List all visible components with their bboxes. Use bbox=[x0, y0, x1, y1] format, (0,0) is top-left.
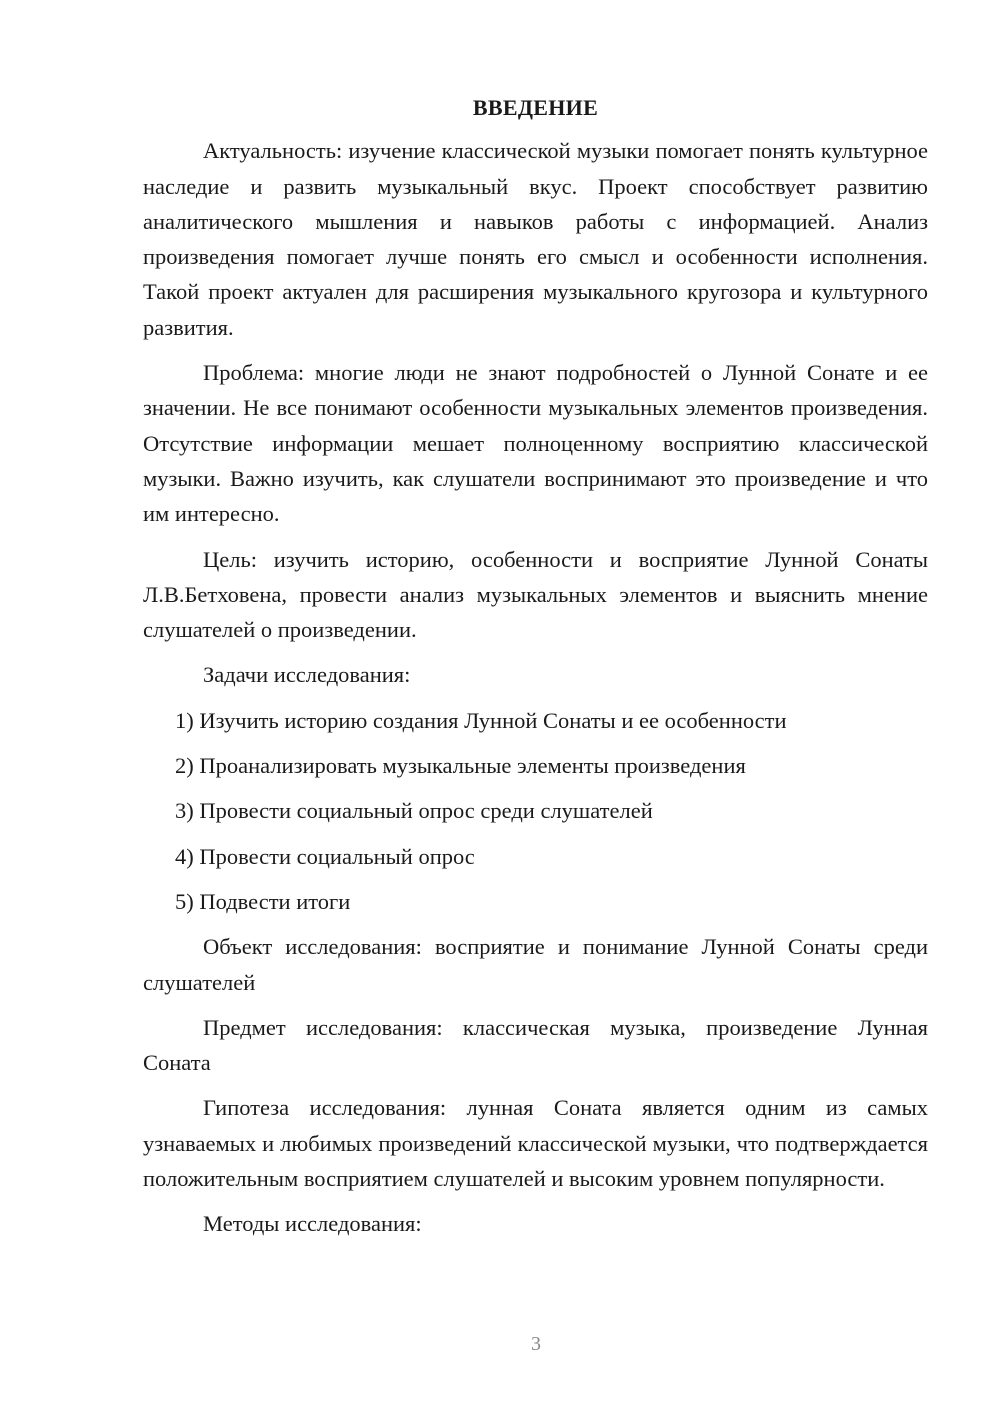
task-item: 1) Изучить историю создания Лунной Сонаты и ее особенности bbox=[175, 707, 787, 733]
task-item: 2) Проанализировать музыкальные элементы произведения bbox=[175, 753, 746, 779]
problem-paragraph: Проблема: многие люди не знают подробностей о Лунной Сонате и ее значении. Не все понимают особенности музыкальных элементов произведения. Отсутствие информации мешает полноценному восприятию классической музыки. Важно изучить, как слушатели воспринимают это произведение и что им интересно. bbox=[143, 360, 928, 527]
section-heading: ВВЕДЕНИЕ bbox=[472, 95, 599, 120]
subject-paragraph: Предмет исследования: классическая музыка, произведение Лунная Соната bbox=[143, 1014, 928, 1076]
task-item: 3) Провести социальный опрос среди слушателей bbox=[175, 798, 653, 824]
methods-label: Методы исследования: bbox=[203, 1211, 422, 1237]
page-number: 3 bbox=[531, 1333, 541, 1355]
task-item: 5) Подвести итоги bbox=[175, 888, 351, 914]
relevance-paragraph: Актуальность: изучение классической музыки помогает понять культурное наследие и развить музыкальный вкус. Проект способствует развитию аналитического мышления и навыков работы с информацией. Анализ произведения помогает лучше понять его смысл и особенности исполнения. Такой проект актуален для расширения музыкального кругозора и культурного развития. bbox=[143, 138, 928, 340]
goal-paragraph: Цель: изучить историю, особенности и восприятие Лунной Сонаты Л.В.Бетховена, провести анализ музыкальных элементов и выяснить мнение слушателей о произведении. bbox=[143, 546, 928, 643]
document-page bbox=[143, 90, 928, 1252]
tasks-label: Задачи исследования: bbox=[203, 662, 411, 688]
task-item: 4) Провести социальный опрос bbox=[175, 843, 475, 869]
hypothesis-paragraph: Гипотеза исследования: лунная Соната является одним из самых узнаваемых и любимых произведений классической музыки, что подтверждается положительным восприятием слушателей и высоким уровнем популярности. bbox=[143, 1095, 928, 1192]
tasks-list bbox=[143, 703, 928, 919]
object-paragraph: Объект исследования: восприятие и понимание Лунной Сонаты среди слушателей bbox=[143, 934, 928, 995]
